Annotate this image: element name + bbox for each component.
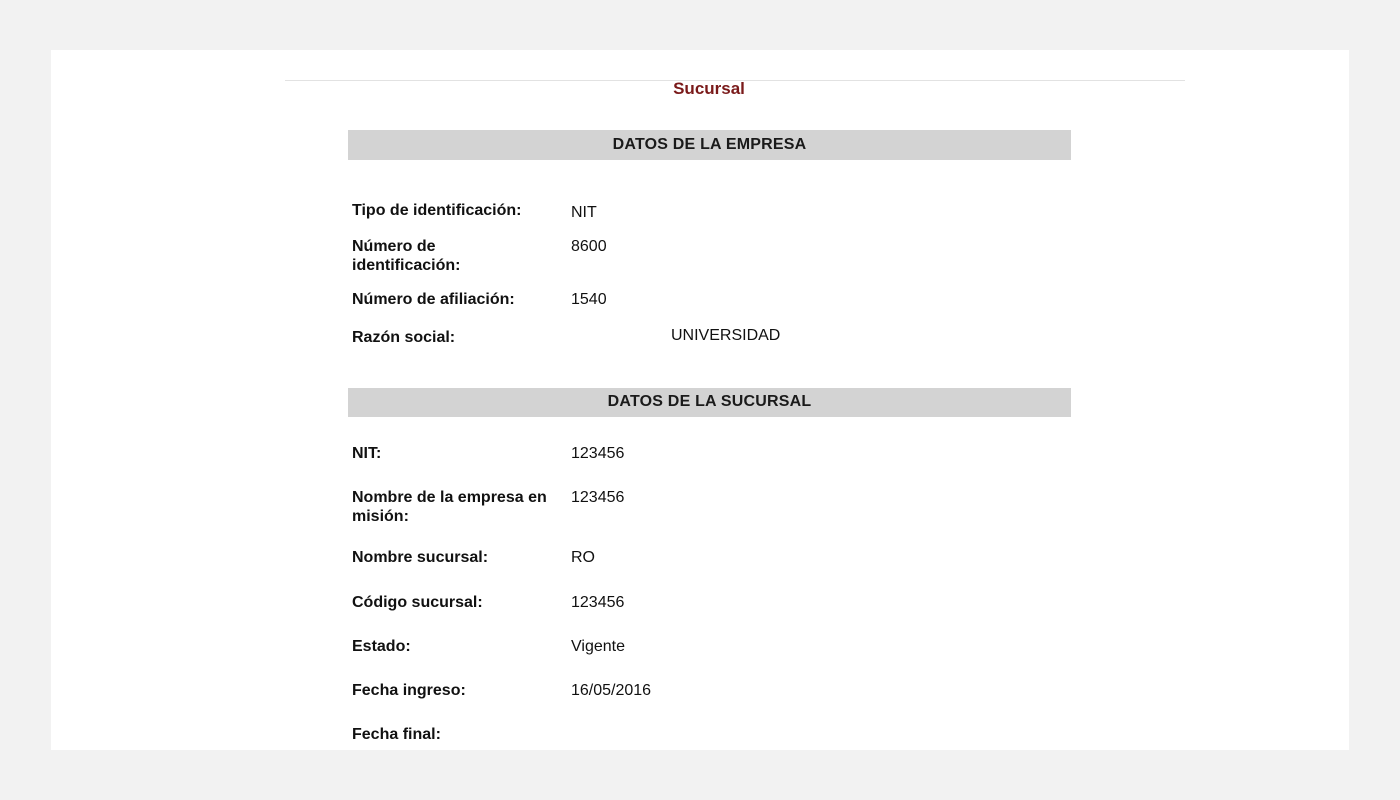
field-label: Nombre sucursal: (352, 549, 489, 566)
field-label: Número de afiliación: (352, 291, 515, 308)
content-panel (51, 50, 1349, 750)
field-value: RO (571, 549, 595, 566)
page-title: Sucursal (673, 79, 745, 98)
section-header-sucursal: DATOS DE LA SUCURSAL (348, 388, 1071, 417)
field-value: NIT (571, 204, 597, 221)
field-label: Código sucursal: (352, 594, 483, 611)
field-label: Tipo de identificación: (352, 202, 522, 219)
field-label: Razón social: (352, 329, 456, 346)
field-value: Vigente (571, 638, 625, 655)
field-value: 8600 (571, 238, 607, 255)
field-label: Nombre de la empresa en misión: (352, 489, 547, 525)
field-value: 123456 (571, 489, 625, 506)
section-header-empresa: DATOS DE LA EMPRESA (348, 130, 1071, 160)
field-value: UNIVERSIDAD (671, 327, 781, 344)
field-label: Número de identificación: (352, 238, 461, 274)
field-label: NIT: (352, 445, 382, 462)
field-label: Fecha ingreso: (352, 682, 466, 699)
field-label: Fecha final: (352, 726, 441, 743)
field-value: 123456 (571, 594, 625, 611)
field-value: 16/05/2016 (571, 682, 652, 699)
field-value: 123456 (571, 445, 625, 462)
field-value: 1540 (571, 291, 607, 308)
field-label: Estado: (352, 638, 411, 655)
